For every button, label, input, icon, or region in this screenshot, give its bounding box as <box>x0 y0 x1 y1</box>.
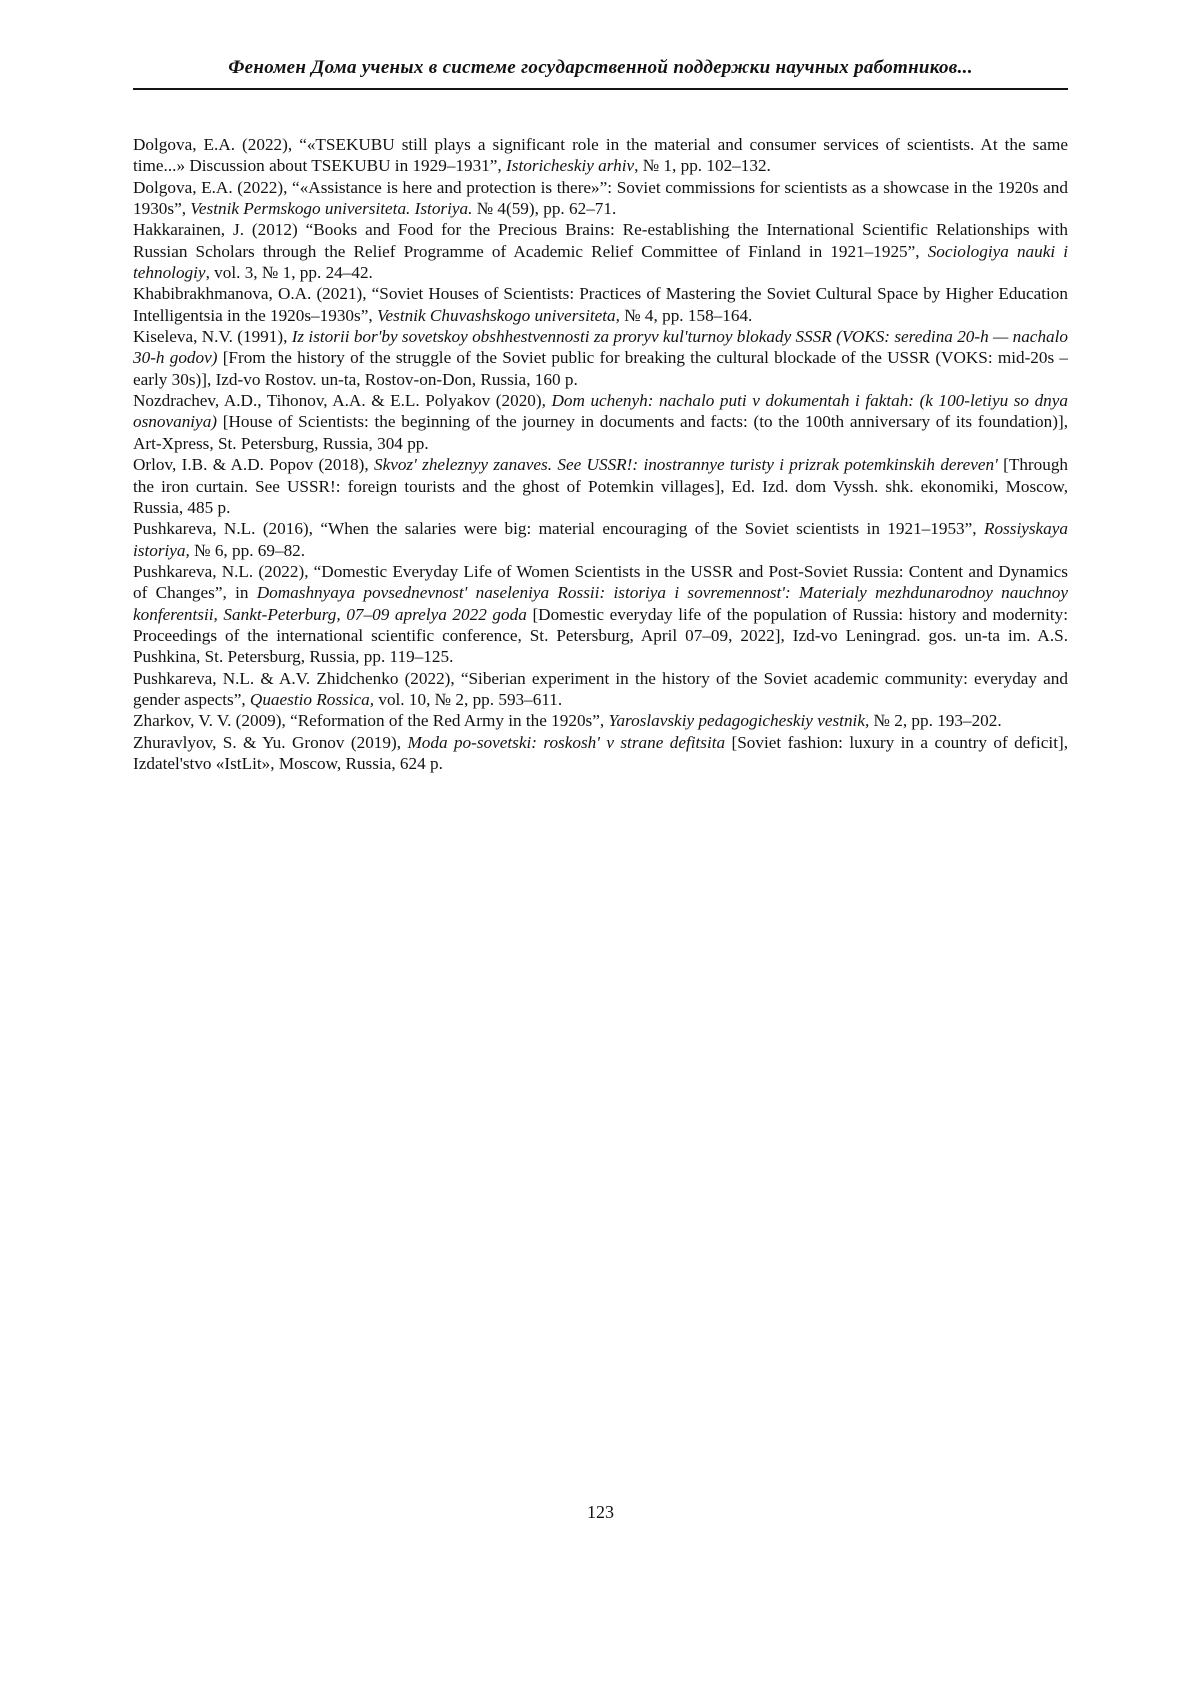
reference-title-italic: Quaestio Rossica, <box>249 689 375 709</box>
reference-text: Pushkareva, N.L. & A.V. Zhidchenko (2022), “Siberian experiment in the history of the Soviet academic community: everyday and gender aspects”, <box>133 668 1068 709</box>
reference-title-italic: Dom uchenyh: nachalo puti v dokumentah i faktah: (k 100-letiyu so dnya osnovaniya) <box>133 391 1068 432</box>
reference-entry <box>133 561 1068 668</box>
reference-entry <box>133 219 1068 283</box>
reference-text: Orlov, I.B. & A.D. Popov (2018), <box>133 455 374 475</box>
reference-text: , № 1, pp. 102–132. <box>634 156 771 176</box>
reference-entry <box>133 518 1068 561</box>
reference-title-italic: Vestnik Permskogo universiteta. Istoriya. <box>190 199 473 219</box>
reference-title-italic: Moda po-sovetski: roskosh' v strane defitsita <box>407 732 732 752</box>
reference-text: Zhuravlyov, S. & Yu. Gronov (2019), <box>133 732 408 752</box>
reference-text: Dolgova, E.A. (2022), “«TSEKUBU still plays a significant role in the material and consumer services of scientists. At the same time...» Discussion about TSEKUBU in 1929–1931”, <box>133 135 1068 176</box>
reference-title-italic: Domashnyaya povsednevnost' naseleniya Rossii: istoriya i sovremennost': Materialy mezhdunarodnoy nauchnoy konferentsii, Sankt-Peterburg, 07–09 aprelya 2022 goda <box>133 583 1068 624</box>
reference-title-italic: Sociologiya nauki i tehnologiy <box>133 241 1069 283</box>
reference-text: № 4, pp. 158–164. <box>619 305 753 325</box>
reference-entry <box>133 283 1068 326</box>
reference-text: Dolgova, E.A. (2022), “«Assistance is here and protection is there»”: Soviet commissions for scientists as a showcase in the 1920s and 1930s”, <box>133 177 1068 219</box>
reference-entry <box>133 710 1068 731</box>
reference-title-italic: Rossiyskaya istoriya, <box>133 519 1068 560</box>
reference-title-italic: Vestnik Chuvashskogo universiteta, <box>376 305 620 325</box>
references-list <box>133 134 1068 774</box>
reference-title-italic: Skvoz' zheleznyy zanaves. See USSR!: inostrannye turisty i prizrak potemkinskih dereven' <box>373 455 1004 475</box>
reference-title-italic: Iz istorii bor'by sovetskoy obshhestvennosti za proryv kul'turnoy blokady SSSR (VOKS: seredina 20-h — nachalo 30-h godov) <box>133 327 1068 368</box>
reference-text: Kiseleva, N.V. (1991), <box>133 327 292 347</box>
page-number: 123 <box>587 1502 614 1522</box>
reference-title-italic: Istoricheskiy arhiv <box>506 156 635 176</box>
reference-entry <box>133 454 1068 518</box>
reference-entry <box>133 732 1068 775</box>
reference-text: № 6, pp. 69–82. <box>189 540 306 560</box>
reference-text: Pushkareva, N.L. (2016), “When the salaries were big: material encouraging of the Soviet scientists in 1921–1953”, <box>133 519 984 539</box>
reference-text: № 2, pp. 193–202. <box>869 711 1002 731</box>
reference-entry <box>133 668 1068 711</box>
reference-title-italic: Yaroslavskiy pedagogicheskiy vestnik, <box>608 711 870 731</box>
reference-text: [Domestic everyday life of the population of Russia: history and modernity: Proceedings of the international scientific conference, St. Petersburg, April 07–09, 2022], Izd-vo Leningrad. gos. un-ta im. A.S. Pushkina, St. Petersburg, Russia, pp. 119–125. <box>133 604 1068 667</box>
reference-text: Nozdrachev, A.D., Tihonov, A.A. & E.L. Polyakov (2020), <box>133 391 552 411</box>
reference-entry <box>133 177 1068 220</box>
reference-text: [Through the iron curtain. See USSR!: foreign tourists and the ghost of Potemkin villages], Ed. Izd. dom Vyssh. shk. ekonomiki, Moscow, Russia, 485 p. <box>133 455 1069 517</box>
reference-text: [Soviet fashion: luxury in a country of deficit], Izdatel'stvo «IstLit», Moscow, Russia, 624 p. <box>133 732 1068 773</box>
reference-text: Khabibrakhmanova, O.A. (2021), “Soviet Houses of Scientists: Practices of Mastering the Soviet Cultural Space by Higher Education Intelligentsia in the 1920s–1930s”, <box>133 284 1068 325</box>
running-header-title: Феномен Дома ученых в системе государственной поддержки научных работников... <box>228 57 973 78</box>
reference-text: vol. 10, № 2, pp. 593–611. <box>374 689 563 709</box>
reference-text: Hakkarainen, J. (2012) “Books and Food for the Precious Brains: Re-establishing the International Scientific Relationships with Russian Scholars through the Relief Programme of Academic Relief Committee of Finland in 1921–1925”, <box>133 220 1068 261</box>
reference-entry <box>133 326 1068 390</box>
reference-text: [House of Scientists: the beginning of the journey in documents and facts: (to the 100th anniversary of its foundation)], Art-Xpress, St. Petersburg, Russia, 304 pp. <box>133 412 1068 453</box>
reference-text: , vol. 3, № 1, pp. 24–42. <box>205 263 373 283</box>
running-header <box>133 56 1068 98</box>
reference-text: № 4(59), pp. 62–71. <box>472 199 617 219</box>
reference-text: [From the history of the struggle of the Soviet public for breaking the cultural blockade of the USSR (VOKS: mid-20s – early 30s)], Izd-vo Rostov. un-ta, Rostov-on-Don, Russia, 160 p. <box>133 348 1068 389</box>
reference-entry <box>133 390 1068 454</box>
reference-entry <box>133 134 1068 177</box>
reference-text: Zharkov, V. V. (2009), “Reformation of the Red Army in the 1920s”, <box>133 711 609 731</box>
reference-text: Pushkareva, N.L. (2022), “Domestic Everyday Life of Women Scientists in the USSR and Post-Soviet Russia: Content and Dynamics of Changes”, in <box>133 561 1068 603</box>
header-rule <box>133 88 1068 90</box>
